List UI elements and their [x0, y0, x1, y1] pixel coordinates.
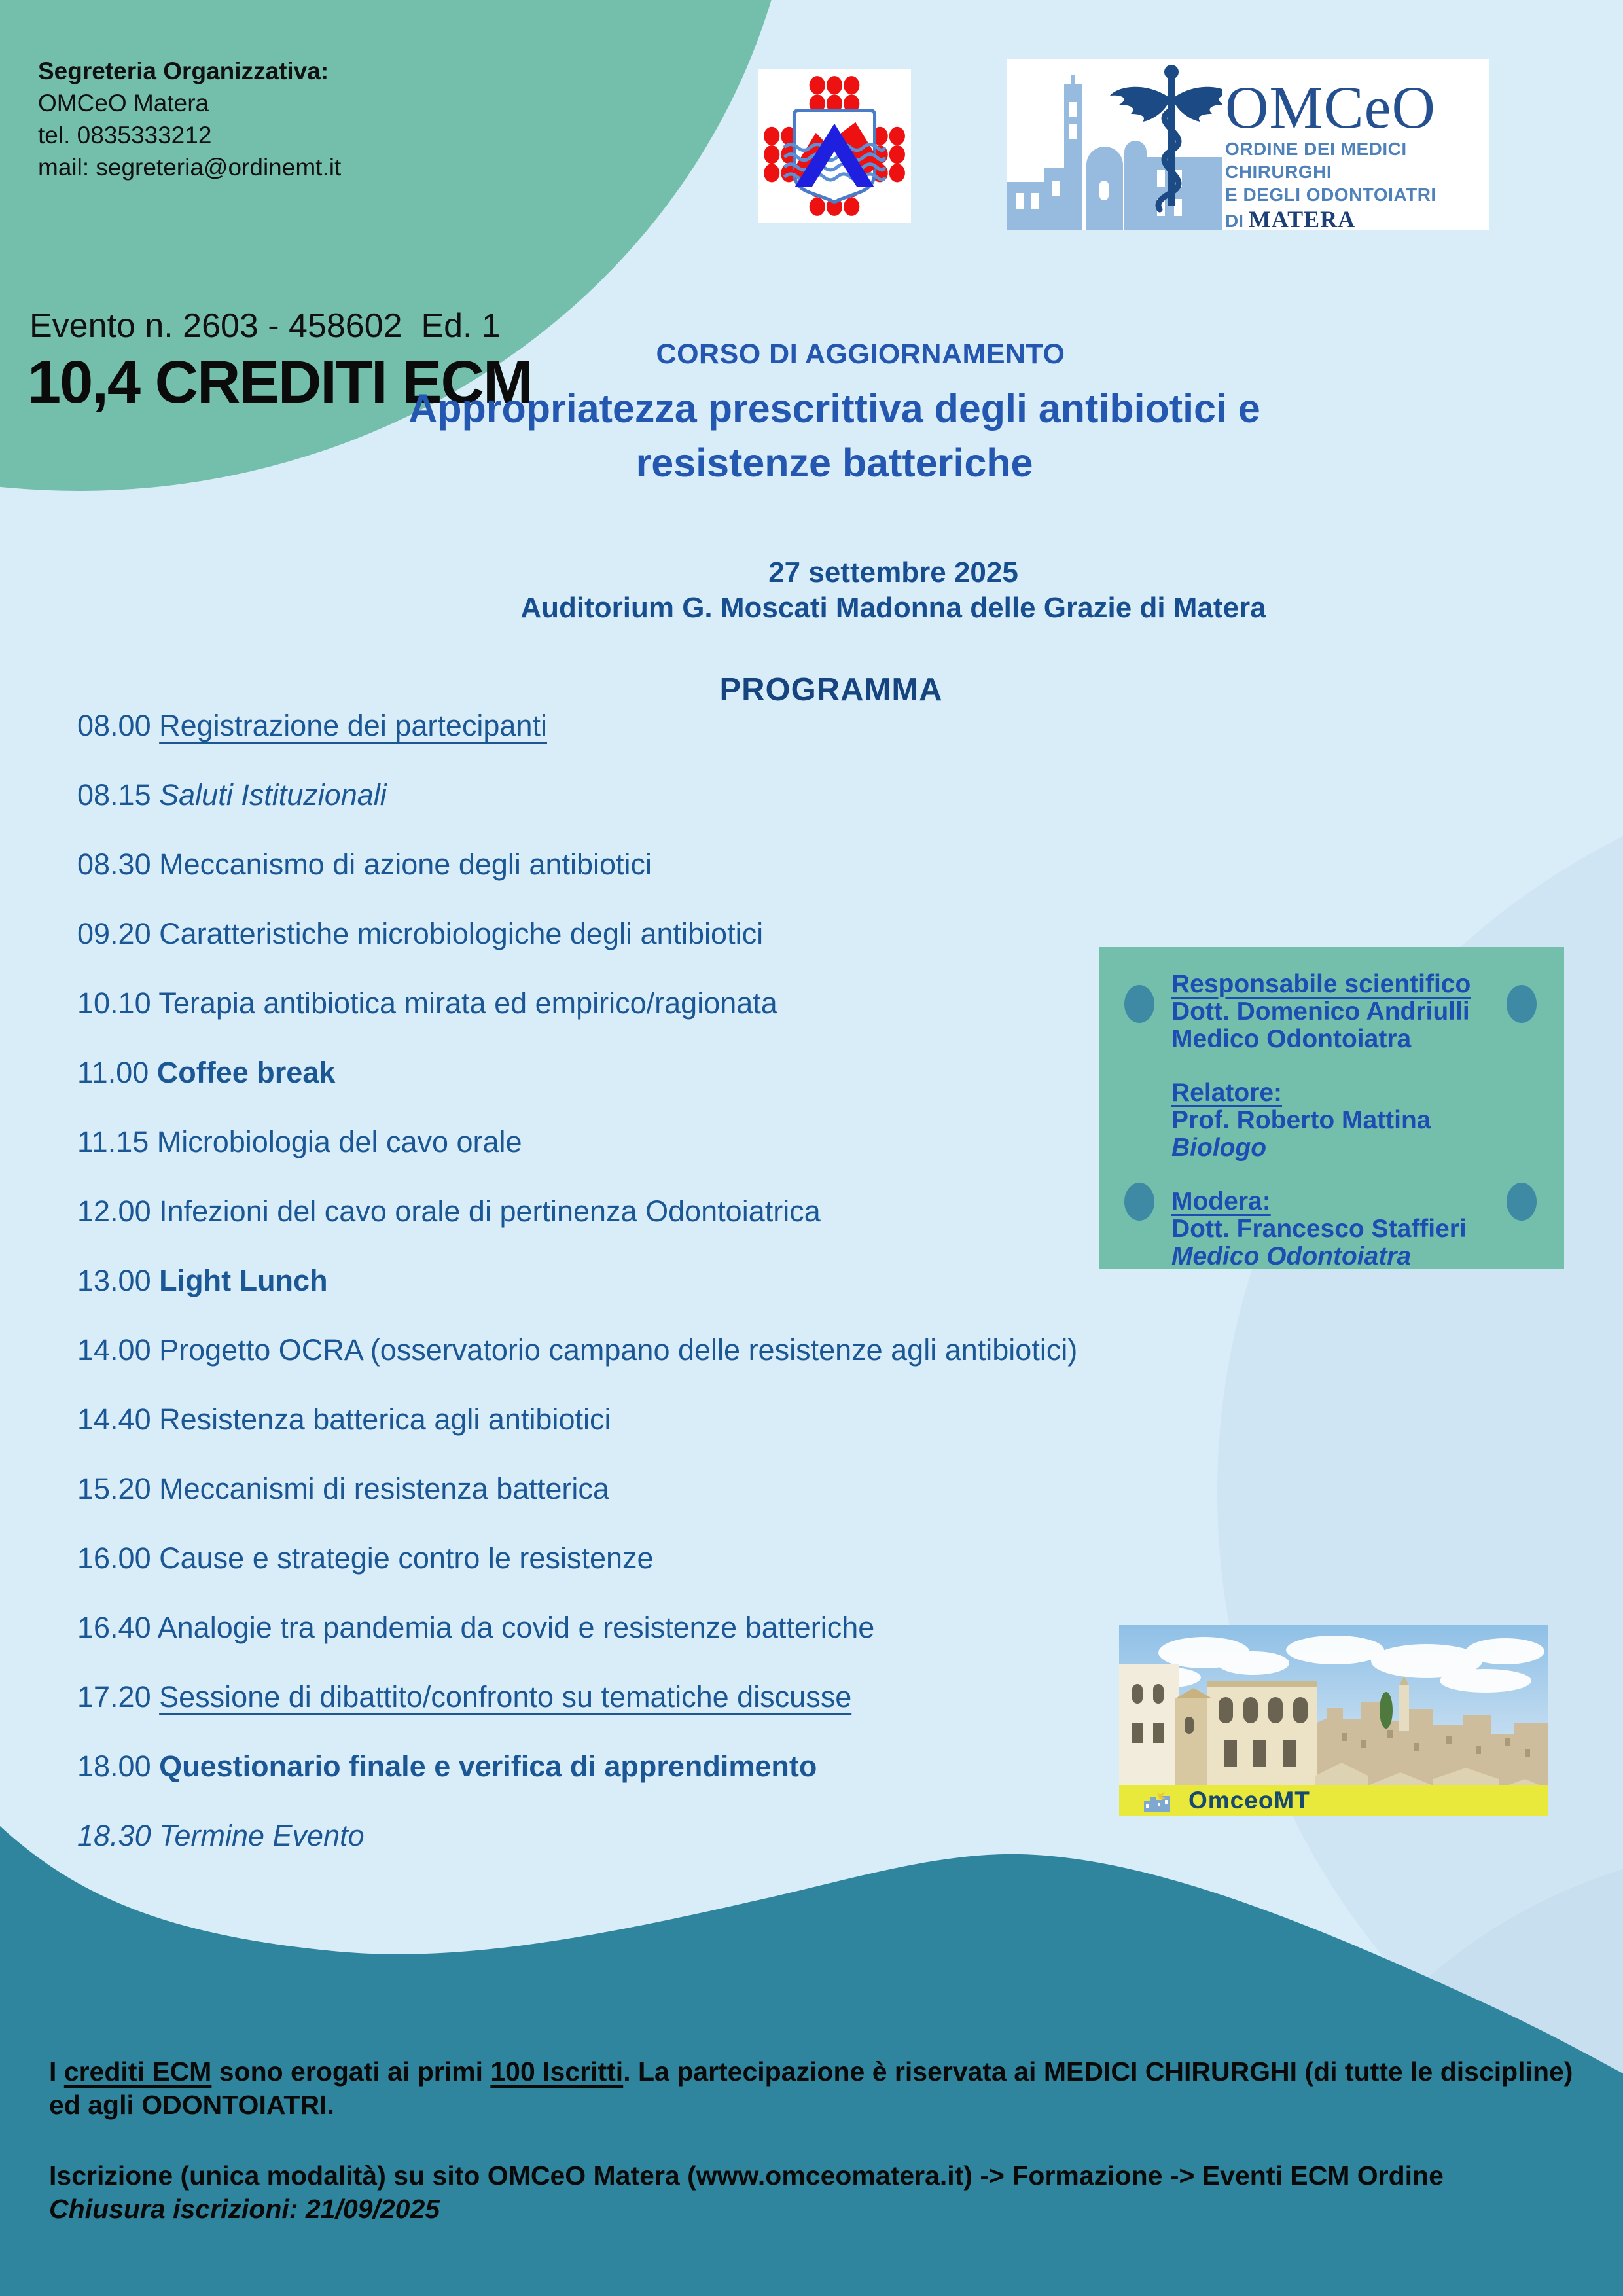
program-item: [77, 919, 1098, 949]
faculty-role: Relatore:: [1171, 1079, 1283, 1107]
program-item: [77, 1058, 1098, 1088]
program-item: [77, 1821, 1098, 1851]
program-item: [77, 1474, 1098, 1504]
matera-photo: [1119, 1625, 1548, 1816]
asm-emblem-icon: [758, 69, 911, 223]
faculty-sections: [1171, 971, 1551, 1270]
event-number: Evento n. 2603 - 458602 Ed. 1: [29, 307, 501, 345]
footer-deadline-note: Chiusura iscrizioni: 21/09/2025: [49, 2194, 440, 2224]
ecm-credits: 10,4 CREDITI ECM: [27, 349, 532, 416]
program-item: [77, 1613, 1098, 1643]
omceo-logo-text: [1222, 59, 1489, 230]
program-item-time: 16.00: [77, 1541, 160, 1575]
program-item-time: 13.00: [77, 1264, 160, 1297]
event-title: [46, 382, 1623, 490]
program-item-text: Light Lunch: [159, 1264, 328, 1297]
program-item-time: 12.00: [77, 1194, 160, 1228]
program-item-text: Registrazione dei partecipanti: [159, 709, 547, 742]
program-item-text: Progetto OCRA (osservatorio campano delle resistenze agli antibiotici): [159, 1333, 1078, 1367]
program-item-time: 11.00: [77, 1056, 157, 1089]
program-heading: PROGRAMMA: [719, 672, 943, 708]
program-item-time: 10.10: [77, 986, 159, 1020]
program-item: [77, 988, 1098, 1018]
footer-credits-note: [49, 2055, 1587, 2122]
secretariat-block: [38, 55, 341, 183]
program-item-text: Meccanismi di resistenza batterica: [159, 1472, 609, 1505]
footer-block: [49, 2055, 1587, 2226]
date-venue: [164, 555, 1623, 626]
program-item-time: 18.00: [77, 1749, 160, 1783]
program-item: [77, 1335, 1098, 1365]
program-item-time: 09.20: [77, 917, 160, 950]
photo-caption: OmceoMT: [1188, 1786, 1310, 1814]
program-item-text: Saluti Istituzionali: [159, 778, 387, 812]
secretariat-tel: tel. 0835333212: [38, 122, 212, 149]
program-item-text: Meccanismo di azione degli antibiotici: [159, 848, 652, 881]
program-item-time: 18.30: [77, 1819, 160, 1852]
program-item-time: 08.00: [77, 709, 160, 742]
omceo-line2: E DEGLI ODONTOIATRI: [1225, 185, 1436, 205]
program-item: [77, 711, 1098, 741]
footer-registration-note: Iscrizione (unica modalità) su sito OMCeO Matera (www.omceomatera.it) -> Formazione -> Eventi ECM Ordine: [49, 2161, 1444, 2191]
omceo-logo: [1007, 59, 1489, 230]
faculty-name-line: Prof. Roberto Mattina: [1171, 1106, 1431, 1134]
program-item-text: Microbiologia del cavo orale: [156, 1125, 522, 1158]
footer-underlined-text: 100 Iscritti: [490, 2056, 624, 2087]
omceomt-badge-icon: [1143, 1789, 1171, 1812]
program-item-text: Sessione di dibattito/confronto su tematiche discusse: [159, 1680, 852, 1713]
program-list: [77, 711, 1098, 1890]
program-item-time: 14.40: [77, 1403, 160, 1436]
corner-dot-icon: [1507, 1183, 1537, 1221]
program-item: [77, 850, 1098, 880]
event-title-line2: resistenze batteriche: [635, 440, 1033, 485]
omceo-line3: DI MATERA: [1225, 206, 1356, 232]
corner-dot-icon: [1507, 985, 1537, 1023]
program-item: [77, 1127, 1098, 1157]
badge-bird-icon: [1157, 1791, 1166, 1799]
faculty-role: Responsabile scientifico: [1171, 970, 1471, 998]
program-item-time: 17.20: [77, 1680, 160, 1713]
program-item-text: Cause e strategie contro le resistenze: [159, 1541, 654, 1575]
secretariat-org: OMCeO Matera: [38, 90, 209, 117]
corner-dot-icon: [1124, 985, 1154, 1023]
faculty-name-line: Medico Odontoiatra: [1171, 1025, 1412, 1053]
faculty-section: [1171, 1188, 1551, 1270]
program-item: [77, 1751, 1098, 1782]
program-item: [77, 1543, 1098, 1573]
faculty-name-line: Biologo: [1171, 1134, 1267, 1162]
program-item-time: 16.40: [77, 1611, 158, 1644]
event-venue: Auditorium G. Moscati Madonna delle Grazie di Matera: [520, 592, 1266, 624]
program-item-text: Coffee break: [156, 1056, 336, 1089]
program-item-text: Analogie tra pandemia da covid e resistenze batteriche: [157, 1611, 875, 1644]
faculty-section: [1171, 1079, 1551, 1162]
faculty-role: Modera:: [1171, 1187, 1271, 1215]
bell-tower: [1399, 1685, 1409, 1731]
faculty-name-line: Dott. Francesco Staffieri: [1171, 1215, 1467, 1243]
omceo-city: MATERA: [1248, 206, 1356, 232]
secretariat-mail: mail: segreteria@ordinemt.it: [38, 154, 342, 181]
program-item-text: Caratteristiche microbiologiche degli antibiotici: [159, 917, 764, 950]
program-item-time: 11.15: [77, 1125, 157, 1158]
program-item-time: 08.30: [77, 848, 160, 881]
secretariat-heading: Segreteria Organizzativa:: [38, 58, 329, 84]
omceo-line1: ORDINE DEI MEDICI CHIRURGHI: [1225, 139, 1407, 182]
program-item: [77, 1682, 1098, 1712]
program-item: [77, 1196, 1098, 1227]
footer-text: sono erogati ai primi: [211, 2056, 491, 2087]
faculty-box: [1099, 947, 1564, 1269]
faculty-name-line: Medico Odontoiatra: [1171, 1242, 1412, 1270]
city-caduceus-icon: [1007, 59, 1222, 230]
footer-text: I: [49, 2056, 64, 2087]
faculty-section: [1171, 971, 1551, 1053]
event-title-line1: Appropriatezza prescrittiva degli antibiotici e: [408, 386, 1260, 431]
program-item: [77, 780, 1098, 810]
program-item-text: Infezioni del cavo orale di pertinenza Odontoiatrica: [159, 1194, 821, 1228]
program-item: [77, 1405, 1098, 1435]
corner-dot-icon: [1124, 1183, 1154, 1221]
omceo-acronym: OMCeO: [1225, 74, 1436, 141]
asm-emblem-art: [758, 69, 911, 223]
program-item-time: 14.00: [77, 1333, 160, 1367]
program-item: [77, 1266, 1098, 1296]
program-item-text: Questionario finale e verifica di apprendimento: [159, 1749, 817, 1783]
program-item-text: Resistenza batterica agli antibiotici: [159, 1403, 611, 1436]
event-date: 27 settembre 2025: [768, 556, 1018, 588]
course-label: CORSO DI AGGIORNAMENTO: [656, 338, 1065, 370]
program-item-time: 08.15: [77, 778, 160, 812]
program-item-time: 15.20: [77, 1472, 160, 1505]
photo-caption-bar: [1119, 1785, 1548, 1816]
footer-underlined-text: crediti ECM: [63, 2056, 212, 2087]
program-item-text: Terapia antibiotica mirata ed empirico/ragionata: [158, 986, 777, 1020]
cypress-tree: [1380, 1692, 1393, 1729]
faculty-name-line: Dott. Domenico Andriulli: [1171, 997, 1470, 1026]
program-item-text: Termine Evento: [159, 1819, 365, 1852]
footer-text: . La partecipazione è riservata ai MEDICI CHIRURGHI (di tutte le discipline) ed agli ODONTOIATRI.: [49, 2056, 1573, 2120]
